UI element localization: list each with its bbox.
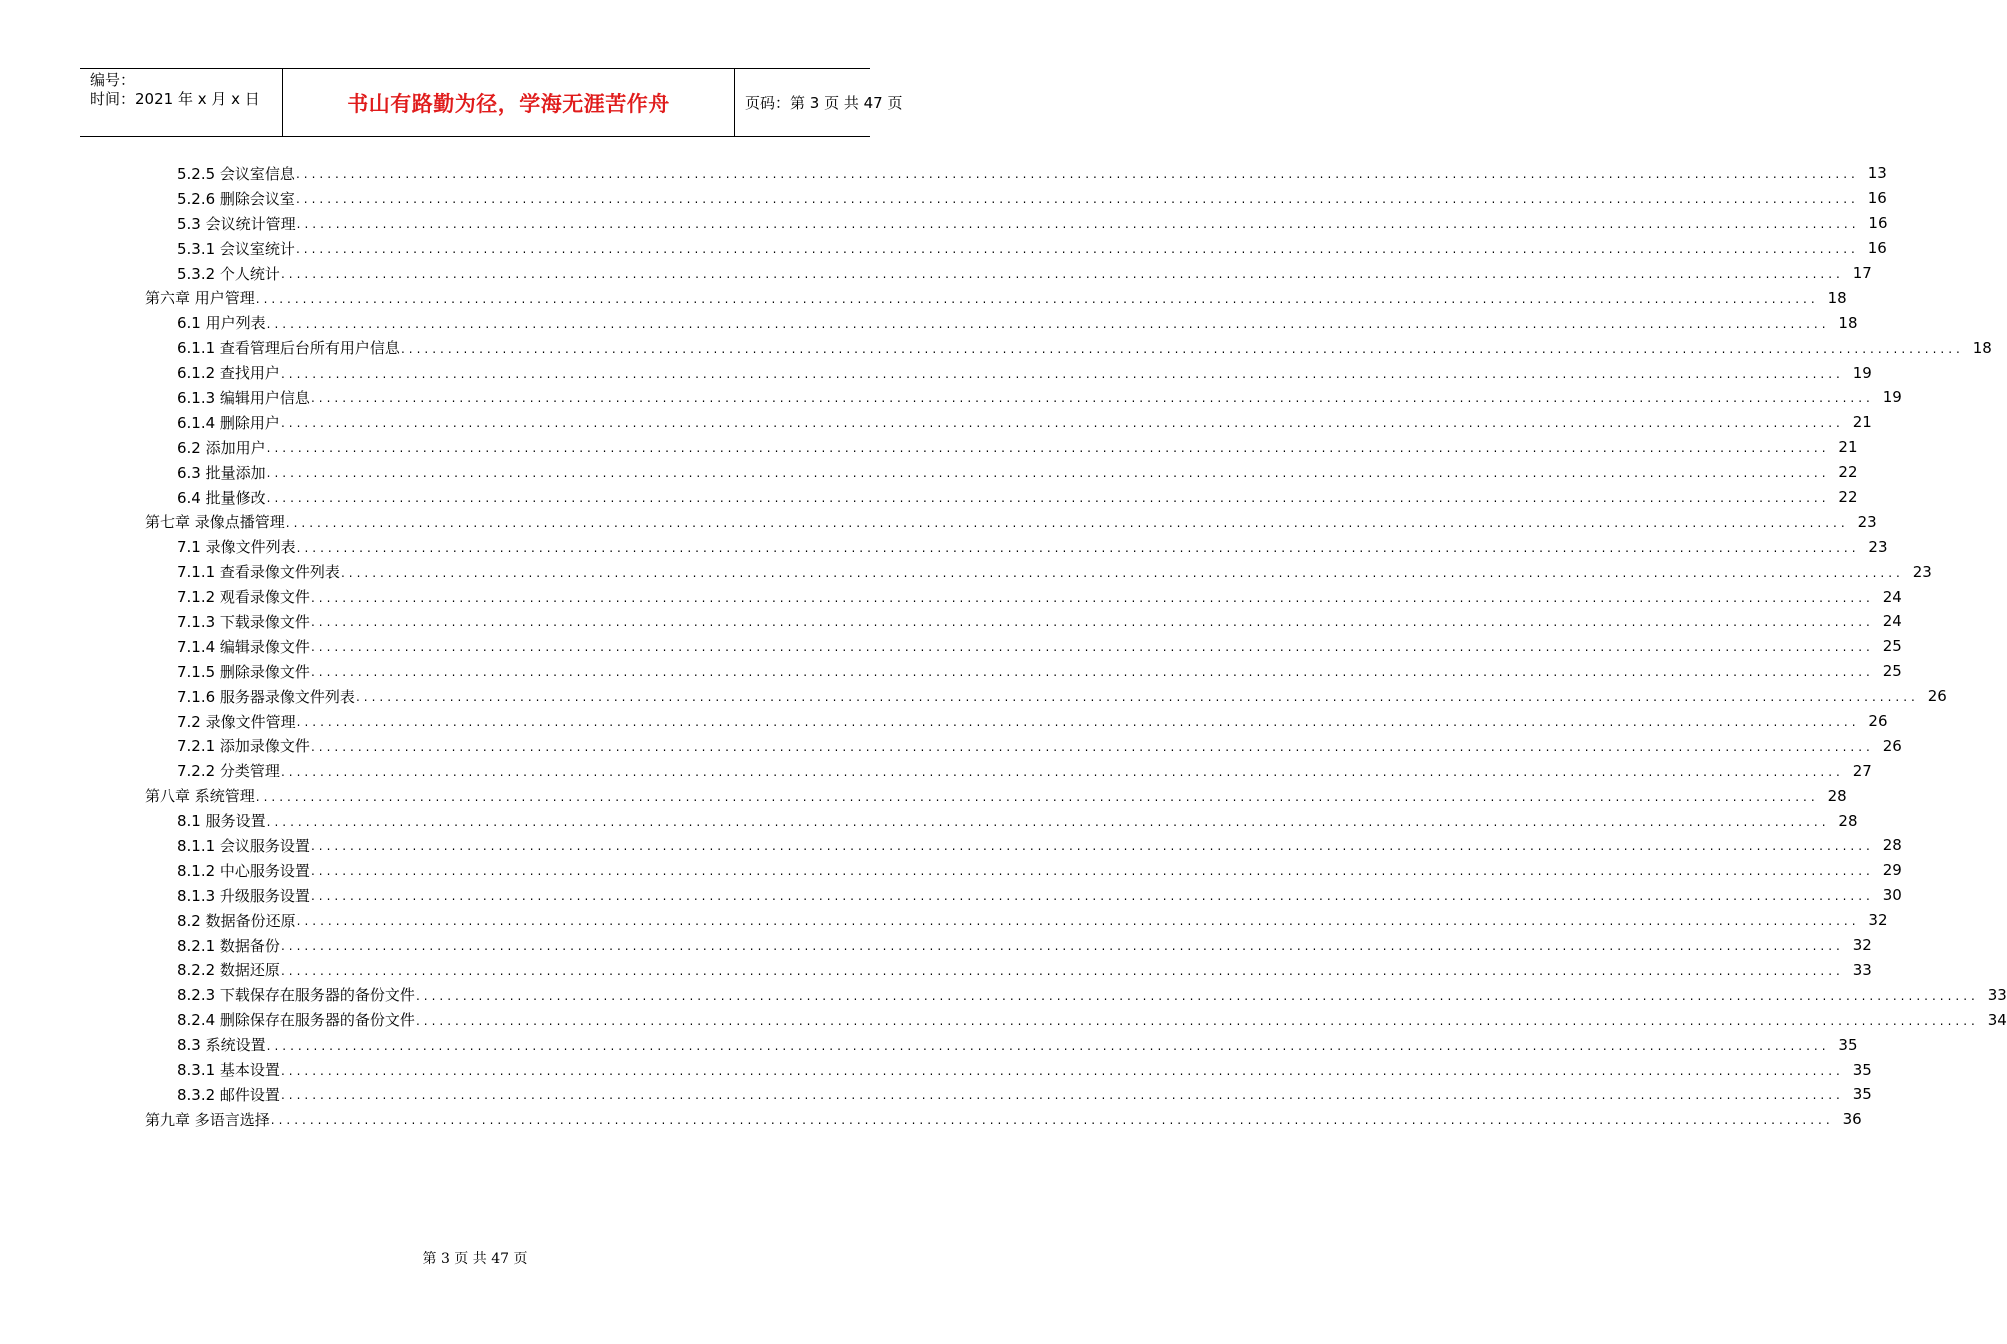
- toc-section-entry[interactable]: [0, 360, 1872, 385]
- toc-leader-dots: ........................................................................................................................................................................................................: [310, 665, 1874, 680]
- toc-entry-page: 28: [1827, 786, 1847, 805]
- toc-leader-dots: ........................................................................................................................................................................................................: [310, 889, 1874, 904]
- toc-entry-page: 18: [1972, 338, 1992, 357]
- toc-entry-page: 33: [1987, 985, 2007, 1004]
- toc-leader-dots: ........................................................................................................................................................................................................: [266, 814, 1830, 829]
- toc-entry-label: 第六章 用户管理: [145, 289, 255, 308]
- toc-leader-dots: ........................................................................................................................................................................................................: [400, 341, 1964, 356]
- toc-entry-label: 6.3 批量添加: [177, 463, 266, 482]
- toc-section-entry[interactable]: [0, 1007, 2007, 1032]
- toc-entry-page: 28: [1838, 811, 1858, 830]
- toc-entry-page: 22: [1838, 488, 1858, 507]
- toc-section-entry[interactable]: [0, 460, 1858, 485]
- toc-entry-page: 27: [1852, 761, 1872, 780]
- toc-leader-dots: ........................................................................................................................................................................................................: [266, 1038, 1830, 1053]
- toc-leader-dots: ........................................................................................................................................................................................................: [266, 441, 1830, 456]
- toc-section-entry[interactable]: [0, 808, 1858, 833]
- toc-section-entry[interactable]: [0, 1057, 1872, 1082]
- toc-entry-label: 6.1 用户列表: [177, 314, 266, 333]
- toc-entry-page: 33: [1852, 960, 1872, 979]
- toc-entry-page: 16: [1867, 189, 1887, 208]
- toc-entry-page: 28: [1882, 836, 1902, 855]
- toc-section-entry[interactable]: [0, 211, 1888, 236]
- toc-leader-dots: ........................................................................................................................................................................................................: [280, 939, 1844, 954]
- toc-entry-page: 23: [1868, 537, 1888, 556]
- toc-entry-page: 36: [1842, 1110, 1862, 1129]
- header-meta: [80, 69, 282, 136]
- toc-entry-label: 6.1.3 编辑用户信息: [177, 388, 310, 407]
- toc-leader-dots: ........................................................................................................................................................................................................: [266, 466, 1830, 481]
- toc-entry-page: 19: [1852, 363, 1872, 382]
- toc-leader-dots: ........................................................................................................................................................................................................: [280, 416, 1844, 431]
- toc-leader-dots: ........................................................................................................................................................................................................: [280, 1088, 1844, 1103]
- header-motto: 书山有路勤为径，学海无涯苦作舟: [282, 69, 735, 136]
- toc-entry-page: 26: [1882, 736, 1902, 755]
- toc-entry-page: 21: [1852, 413, 1872, 432]
- toc-entry-label: 5.2.5 会议室信息: [177, 164, 295, 183]
- toc-leader-dots: ........................................................................................................................................................................................................: [266, 316, 1830, 331]
- toc-entry-page: 16: [1868, 214, 1888, 233]
- toc-entry-label: 8.1.1 会议服务设置: [177, 836, 310, 855]
- toc-leader-dots: ........................................................................................................................................................................................................: [280, 366, 1844, 381]
- toc-section-entry[interactable]: [0, 659, 1902, 684]
- toc-entry-page: 18: [1838, 313, 1858, 332]
- toc-section-entry[interactable]: [0, 385, 1902, 410]
- toc-entry-page: 21: [1838, 438, 1858, 457]
- toc-entry-label: 8.2.2 数据还原: [177, 961, 280, 980]
- toc-section-entry[interactable]: [0, 758, 1872, 783]
- toc-leader-dots: ........................................................................................................................................................................................................: [255, 291, 1819, 306]
- toc-entry-label: 6.1.2 查找用户: [177, 364, 280, 383]
- toc-entry-page: 35: [1852, 1085, 1872, 1104]
- toc-leader-dots: ........................................................................................................................................................................................................: [285, 515, 1849, 530]
- toc-leader-dots: ........................................................................................................................................................................................................: [295, 167, 1859, 182]
- toc-section-entry[interactable]: [0, 733, 1902, 758]
- toc-section-entry[interactable]: [0, 933, 1872, 958]
- toc-section-entry[interactable]: [0, 410, 1872, 435]
- toc-section-entry[interactable]: [0, 559, 1932, 584]
- toc-section-entry[interactable]: [0, 335, 1992, 360]
- toc-section-entry[interactable]: [0, 684, 1947, 709]
- document-time-label: 时间：2021 年 x 月 x 日: [90, 90, 260, 108]
- document-number-label: 编号：: [90, 71, 136, 89]
- toc-entry-page: 34: [1987, 1010, 2007, 1029]
- toc-entry-label: 8.2.3 下载保存在服务器的备份文件: [177, 986, 415, 1005]
- toc-entry-page: 22: [1838, 463, 1858, 482]
- toc-entry-page: 18: [1827, 288, 1847, 307]
- toc-entry-page: 23: [1857, 512, 1877, 531]
- toc-leader-dots: ........................................................................................................................................................................................................: [415, 988, 1979, 1003]
- toc-section-entry[interactable]: [0, 709, 1888, 734]
- toc-leader-dots: ........................................................................................................................................................................................................: [310, 839, 1874, 854]
- toc-entry-label: 5.3 会议统计管理: [177, 214, 296, 233]
- toc-entry-label: 7.1.5 删除录像文件: [177, 662, 310, 681]
- toc-entry-page: 35: [1838, 1035, 1858, 1054]
- toc-section-entry[interactable]: [0, 634, 1902, 659]
- toc-leader-dots: ........................................................................................................................................................................................................: [270, 1113, 1834, 1128]
- toc-entry-page: 32: [1868, 911, 1888, 930]
- toc-section-entry[interactable]: [0, 186, 1887, 211]
- toc-section-entry[interactable]: [0, 958, 1872, 983]
- toc-entry-label: 8.3.2 邮件设置: [177, 1085, 280, 1104]
- toc-entry-page: 16: [1867, 239, 1887, 258]
- toc-section-entry[interactable]: [0, 435, 1858, 460]
- toc-entry-label: 8.1.2 中心服务设置: [177, 861, 310, 880]
- toc-section-entry[interactable]: [0, 982, 2007, 1007]
- toc-entry-label: 7.2.1 添加录像文件: [177, 737, 310, 756]
- header-page-info: 页码：第 3 页 共 47 页: [745, 94, 903, 112]
- toc-entry-label: 5.3.1 会议室统计: [177, 239, 295, 258]
- toc-leader-dots: ........................................................................................................................................................................................................: [266, 491, 1830, 506]
- toc-entry-page: 13: [1867, 164, 1887, 183]
- toc-section-entry[interactable]: [0, 833, 1902, 858]
- toc-section-entry[interactable]: [0, 858, 1902, 883]
- toc-entry-page: 26: [1927, 687, 1947, 706]
- toc-entry-label: 第八章 系统管理: [145, 787, 255, 806]
- toc-entry-label: 5.3.2 个人统计: [177, 264, 280, 283]
- toc-entry-label: 6.1.4 删除用户: [177, 413, 280, 432]
- toc-section-entry[interactable]: [0, 485, 1858, 510]
- toc-entry-page: 24: [1882, 612, 1902, 631]
- toc-section-entry[interactable]: [0, 236, 1887, 261]
- toc-entry-label: 7.2 录像文件管理: [177, 712, 296, 731]
- toc-leader-dots: ........................................................................................................................................................................................................: [310, 391, 1874, 406]
- toc-entry-page: 23: [1912, 562, 1932, 581]
- page-footer: 第 3 页 共 47 页: [422, 1251, 528, 1267]
- toc-leader-dots: ........................................................................................................................................................................................................: [310, 615, 1874, 630]
- toc-entry-label: 8.2 数据备份还原: [177, 911, 296, 930]
- toc-leader-dots: ........................................................................................................................................................................................................: [280, 764, 1844, 779]
- toc-entry-label: 8.1.3 升级服务设置: [177, 886, 310, 905]
- toc-leader-dots: ........................................................................................................................................................................................................: [310, 590, 1874, 605]
- toc-entry-label: 第九章 多语言选择: [145, 1110, 270, 1129]
- toc-entry-page: 32: [1852, 936, 1872, 955]
- toc-leader-dots: ........................................................................................................................................................................................................: [295, 242, 1859, 257]
- toc-entry-label: 6.4 批量修改: [177, 488, 266, 507]
- toc-leader-dots: ........................................................................................................................................................................................................: [296, 914, 1860, 929]
- toc-entry-page: 25: [1882, 637, 1902, 656]
- toc-leader-dots: ........................................................................................................................................................................................................: [280, 963, 1844, 978]
- toc-entry-label: 7.1.1 查看录像文件列表: [177, 563, 340, 582]
- toc-entry-label: 8.2.4 删除保存在服务器的备份文件: [177, 1011, 415, 1030]
- toc-leader-dots: ........................................................................................................................................................................................................: [340, 565, 1904, 580]
- toc-leader-dots: ........................................................................................................................................................................................................: [355, 690, 1919, 705]
- toc-leader-dots: ........................................................................................................................................................................................................: [296, 217, 1860, 232]
- toc-entry-label: 8.3.1 基本设置: [177, 1061, 280, 1079]
- toc-section-entry[interactable]: [0, 310, 1858, 335]
- toc-section-entry[interactable]: [0, 609, 1902, 634]
- toc-entry-page: 26: [1868, 712, 1888, 731]
- toc-entry-label: 7.1.2 观看录像文件: [177, 588, 310, 607]
- toc-entry-label: 8.2.1 数据备份: [177, 936, 280, 955]
- toc-section-entry[interactable]: [0, 261, 1872, 286]
- toc-leader-dots: ........................................................................................................................................................................................................: [296, 715, 1860, 730]
- toc-leader-dots: ........................................................................................................................................................................................................: [310, 739, 1874, 754]
- toc-leader-dots: ........................................................................................................................................................................................................: [280, 267, 1844, 281]
- toc-entry-label: 6.1.1 查看管理后台所有用户信息: [177, 339, 400, 358]
- toc-entry-page: 25: [1882, 662, 1902, 681]
- toc-entry-label: 7.1 录像文件列表: [177, 538, 296, 557]
- toc-chapter-entry[interactable]: [0, 783, 1847, 808]
- toc-leader-dots: ........................................................................................................................................................................................................: [296, 540, 1860, 555]
- toc-entry-page: 17: [1852, 264, 1872, 282]
- toc-section-entry[interactable]: [0, 1082, 1872, 1107]
- toc-section-entry[interactable]: [0, 1032, 1858, 1057]
- toc-chapter-entry[interactable]: [0, 509, 1877, 534]
- toc-entry-label: 第七章 录像点播管理: [145, 513, 285, 532]
- toc-leader-dots: ........................................................................................................................................................................................................: [415, 1013, 1979, 1028]
- toc-entry-label: 7.1.6 服务器录像文件列表: [177, 687, 355, 706]
- toc-section-entry[interactable]: [0, 908, 1888, 933]
- toc-section-entry[interactable]: [0, 161, 1887, 186]
- toc-chapter-entry[interactable]: [0, 1107, 1862, 1132]
- toc-leader-dots: ........................................................................................................................................................................................................: [255, 789, 1819, 804]
- toc-entry-label: 8.1 服务设置: [177, 812, 266, 831]
- toc-section-entry[interactable]: [0, 883, 1902, 908]
- toc-leader-dots: ........................................................................................................................................................................................................: [295, 192, 1859, 207]
- toc-entry-page: 24: [1882, 587, 1902, 606]
- toc-entry-label: 7.1.4 编辑录像文件: [177, 637, 310, 656]
- toc-entry-page: 35: [1852, 1060, 1872, 1079]
- toc-entry-label: 7.1.3 下载录像文件: [177, 612, 310, 631]
- toc-entry-label: 8.3 系统设置: [177, 1036, 266, 1055]
- toc-entry-page: 19: [1882, 388, 1902, 407]
- toc-entry-label: 5.2.6 删除会议室: [177, 189, 295, 208]
- toc-leader-dots: ........................................................................................................................................................................................................: [310, 864, 1874, 879]
- toc-leader-dots: ........................................................................................................................................................................................................: [280, 1063, 1844, 1078]
- toc-leader-dots: ........................................................................................................................................................................................................: [310, 640, 1874, 655]
- toc-entry-label: 7.2.2 分类管理: [177, 762, 280, 781]
- table-of-contents: [0, 161, 2007, 1132]
- toc-entry-page: 30: [1882, 886, 1902, 905]
- toc-section-entry[interactable]: [0, 534, 1888, 559]
- toc-entry-label: 6.2 添加用户: [177, 438, 266, 457]
- page-header: [80, 68, 903, 137]
- toc-chapter-entry[interactable]: [0, 285, 1847, 310]
- toc-section-entry[interactable]: [0, 584, 1902, 609]
- toc-entry-page: 29: [1882, 861, 1902, 880]
